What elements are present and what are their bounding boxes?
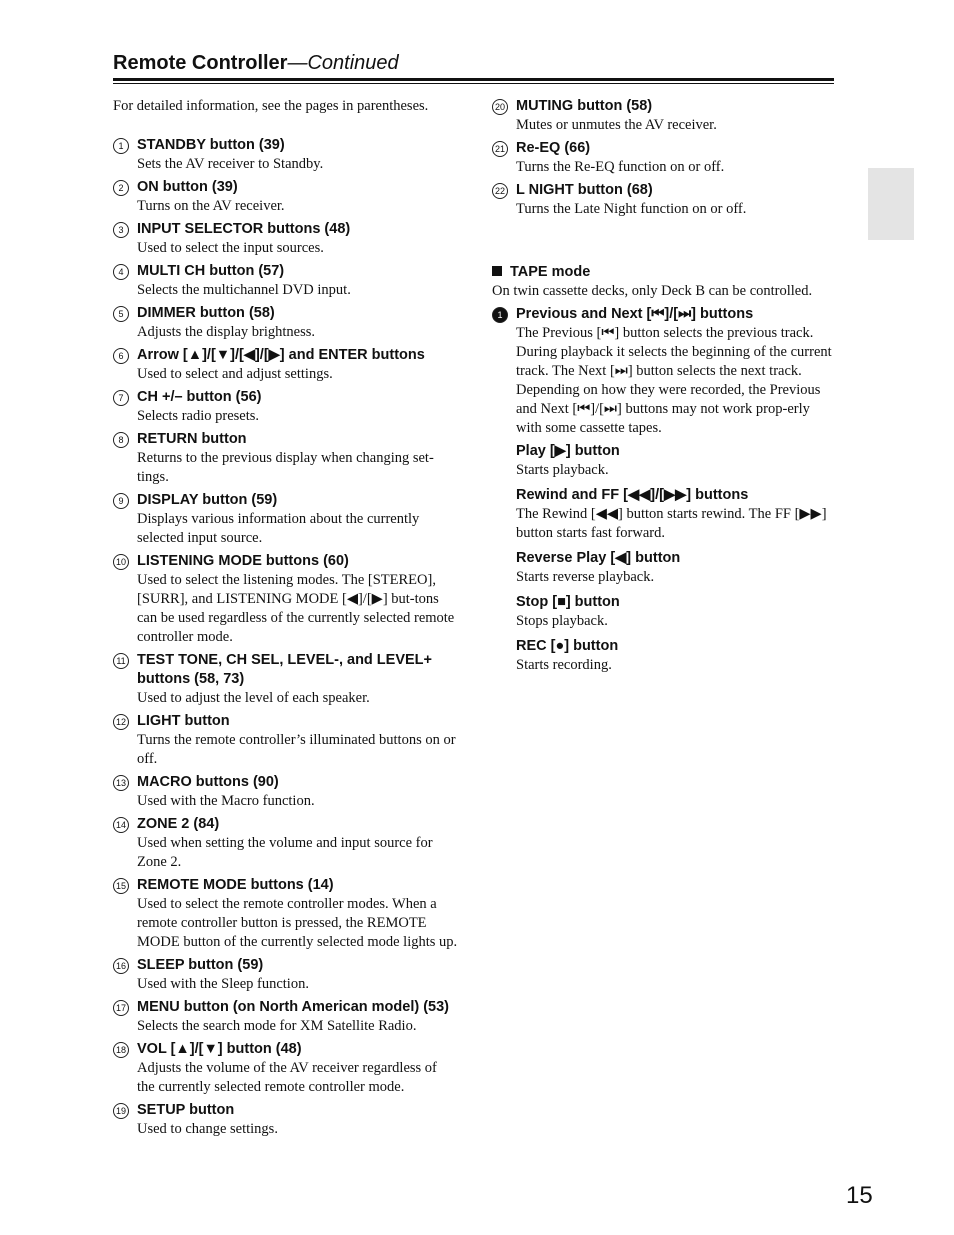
list-item <box>113 998 458 1036</box>
list-item <box>113 773 458 811</box>
number-badge-icon: 20 <box>492 99 508 115</box>
number-badge-icon: 16 <box>113 958 129 974</box>
item-description: Returns to the previous display when changing set-tings. <box>137 450 434 485</box>
button-list-left <box>113 136 458 1139</box>
item-title: Arrow [▲]/[▼]/[◀]/[▶] and ENTER buttons <box>137 347 425 363</box>
item-title: DIMMER button (58) <box>137 305 275 321</box>
item-title: LIGHT button <box>137 713 230 729</box>
list-item <box>113 552 458 647</box>
item-description: Turns on the AV receiver. <box>137 198 285 214</box>
item-description: Used with the Sleep function. <box>137 976 309 992</box>
tape-sub-item <box>492 549 834 587</box>
item-description: Used when setting the volume and input source for Zone 2. <box>137 835 433 870</box>
tape-mode-intro: On twin cassette decks, only Deck B can be controlled. <box>492 283 813 299</box>
list-item <box>492 139 834 177</box>
tape-sub-item <box>492 593 834 631</box>
item-title: MULTI CH button (57) <box>137 263 285 279</box>
number-badge-icon: 18 <box>113 1042 129 1058</box>
number-badge-icon: 21 <box>492 141 508 157</box>
item-title: RETURN button <box>137 431 247 447</box>
item-title: ON button (39) <box>137 179 238 195</box>
tape-sub-item <box>492 637 834 675</box>
item-description: Used to select and adjust settings. <box>137 366 333 382</box>
list-item <box>113 388 458 426</box>
item-title: LISTENING MODE buttons (60) <box>137 553 349 569</box>
number-badge-icon: 19 <box>113 1103 129 1119</box>
number-badge-icon: 10 <box>113 554 129 570</box>
sub-title: Reverse Play [◀] button <box>516 550 681 566</box>
list-item <box>113 178 458 216</box>
item-title: MENU button (on North American model) (53) <box>137 999 450 1015</box>
number-badge-icon: 12 <box>113 714 129 730</box>
number-badge-icon: 2 <box>113 180 129 196</box>
tape-mode-heading <box>492 263 834 282</box>
item-description-note: Depending on how they were recorded, the Previous and Next [⏮]/[⏭] buttons may not work prop-erly with some cassette tapes. <box>516 382 821 436</box>
number-badge-icon: 15 <box>113 878 129 894</box>
item-title: MUTING button (58) <box>516 98 653 114</box>
page-header <box>113 50 834 76</box>
number-badge-icon: 9 <box>113 493 129 509</box>
item-description: Selects the multichannel DVD input. <box>137 282 351 298</box>
tape-sub-list <box>492 442 834 675</box>
right-column <box>492 97 834 675</box>
number-badge-icon: 6 <box>113 348 129 364</box>
sub-title: REC [●] button <box>516 638 619 654</box>
list-item <box>113 956 458 994</box>
item-description: Adjusts the display brightness. <box>137 324 316 340</box>
item-title: Re-EQ (66) <box>516 140 591 156</box>
list-item <box>113 262 458 300</box>
item-description: Adjusts the volume of the AV receiver regardless of the currently selected remote controller mode. <box>137 1060 437 1095</box>
item-description: Sets the AV receiver to Standby. <box>137 156 324 172</box>
list-item <box>113 136 458 174</box>
tape-item-previous-next <box>492 305 834 438</box>
number-badge-icon: 14 <box>113 817 129 833</box>
item-description: Selects the search mode for XM Satellite Radio. <box>137 1018 417 1034</box>
item-description: Mutes or unmutes the AV receiver. <box>516 117 717 133</box>
list-item <box>113 220 458 258</box>
item-title: Previous and Next [⏮]/[⏭] buttons <box>516 306 754 322</box>
item-description: Used to adjust the level of each speaker. <box>137 690 370 706</box>
item-title: ZONE 2 (84) <box>137 816 220 832</box>
item-description: Used to select the input sources. <box>137 240 324 256</box>
list-item <box>113 304 458 342</box>
item-title: SLEEP button (59) <box>137 957 264 973</box>
item-title: STANDBY button (39) <box>137 137 285 153</box>
list-item <box>113 651 458 708</box>
sub-description: Starts recording. <box>516 657 612 673</box>
header-title: Remote Controller <box>113 52 288 74</box>
item-description: The Previous [⏮] button selects the previous track. During playback it selects the beginning of the current track. The Next [⏭] button selects the next track. <box>516 325 832 379</box>
sub-description: Starts reverse playback. <box>516 569 655 585</box>
header-rule-thick <box>113 78 834 81</box>
header-continued: —Continued <box>287 52 399 74</box>
item-title: CH +/– button (56) <box>137 389 262 405</box>
section-tab <box>868 168 914 240</box>
page-number: 15 <box>846 1182 873 1209</box>
item-title: SETUP button <box>137 1102 235 1118</box>
item-description: Used to select the remote controller modes. When a remote controller button is pressed, the REMOTE MODE button of the currently selected mode lights up. <box>137 896 458 950</box>
number-badge-icon: 8 <box>113 432 129 448</box>
button-list-right <box>492 97 834 219</box>
sub-description: The Rewind [◀◀] button starts rewind. The FF [▶▶] button starts fast forward. <box>516 506 827 541</box>
left-column <box>113 97 458 1143</box>
list-item <box>113 1101 458 1139</box>
number-badge-icon: 11 <box>113 653 129 669</box>
item-title: MACRO buttons (90) <box>137 774 279 790</box>
list-item <box>113 712 458 769</box>
intro-text: For detailed information, see the pages in parentheses. <box>113 98 429 114</box>
item-title: REMOTE MODE buttons (14) <box>137 877 334 893</box>
number-badge-icon: 5 <box>113 306 129 322</box>
sub-title: Rewind and FF [◀◀]/[▶▶] buttons <box>516 487 749 503</box>
item-title: L NIGHT button (68) <box>516 182 653 198</box>
sub-description: Stops playback. <box>516 613 608 629</box>
number-badge-icon: 7 <box>113 390 129 406</box>
number-badge-icon: 1 <box>492 307 508 323</box>
item-title: VOL [▲]/[▼] button (48) <box>137 1041 302 1057</box>
list-item <box>113 430 458 487</box>
item-title: INPUT SELECTOR buttons (48) <box>137 221 351 237</box>
sub-description: Starts playback. <box>516 462 609 478</box>
item-description: Used to change settings. <box>137 1121 278 1137</box>
item-title: TEST TONE, CH SEL, LEVEL-, and LEVEL+ buttons (58, 73) <box>137 652 433 687</box>
list-item <box>492 181 834 219</box>
sub-title: Stop [■] button <box>516 594 620 610</box>
number-badge-icon: 3 <box>113 222 129 238</box>
sub-title: Play [▶] button <box>516 443 620 459</box>
item-description: Displays various information about the currently selected input source. <box>137 511 420 546</box>
item-description: Used with the Macro function. <box>137 793 315 809</box>
number-badge-icon: 17 <box>113 1000 129 1016</box>
number-badge-icon: 22 <box>492 183 508 199</box>
tape-sub-item <box>492 486 834 543</box>
tape-mode-title: TAPE mode <box>510 264 591 280</box>
item-title: DISPLAY button (59) <box>137 492 278 508</box>
list-item <box>113 815 458 872</box>
list-item <box>113 1040 458 1097</box>
number-badge-icon: 1 <box>113 138 129 154</box>
item-description: Turns the Late Night function on or off. <box>516 201 747 217</box>
item-description: Turns the remote controller’s illuminated buttons on or off. <box>137 732 456 767</box>
list-item <box>492 97 834 135</box>
number-badge-icon: 13 <box>113 775 129 791</box>
item-description: Turns the Re-EQ function on or off. <box>516 159 725 175</box>
square-bullet-icon <box>492 266 502 276</box>
tape-sub-item <box>492 442 834 480</box>
list-item <box>113 876 458 952</box>
list-item <box>113 491 458 548</box>
item-description: Selects radio presets. <box>137 408 260 424</box>
item-description: Used to select the listening modes. The [STEREO], [SURR], and LISTENING MODE [◀]/[▶] but-tons can be used regardless of the currently selected remote controller mode. <box>137 572 455 645</box>
number-badge-icon: 4 <box>113 264 129 280</box>
list-item <box>113 346 458 384</box>
header-rule-thin <box>113 83 834 84</box>
